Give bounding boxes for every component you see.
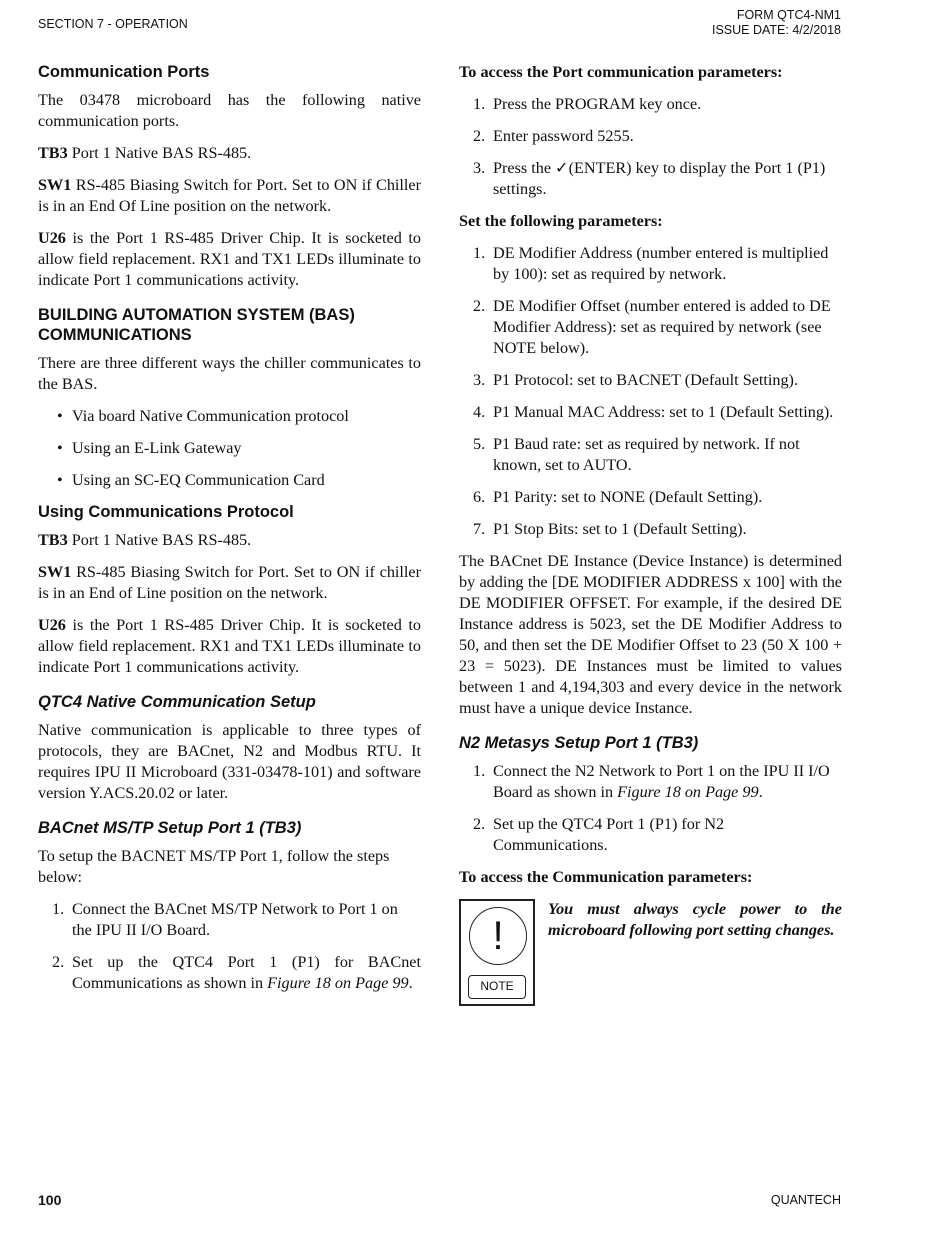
sw1-term: SW1 — [38, 176, 72, 194]
heading-native-setup: QTC4 Native Communication Setup — [38, 693, 316, 711]
note-text: You must always cycle power to the microboard following port setting changes. — [548, 900, 842, 939]
section-header: SECTION 7 - OPERATION — [38, 17, 188, 31]
param-item-7: 7. P1 Stop Bits: set to 1 (Default Setting). — [473, 520, 747, 538]
access-step-1: 1. Press the PROGRAM key once. — [473, 95, 702, 113]
heading-set-parameters: Set the following parameters: — [459, 212, 663, 230]
bacnet-intro: To setup the BACNET MS/TP Port 1, follow the steps below: — [38, 847, 390, 886]
heading-n2-setup: N2 Metasys Setup Port 1 (TB3) — [459, 734, 699, 752]
param-item-6: 6. P1 Parity: set to NONE (Default Setting). — [473, 488, 763, 506]
heading-bacnet-setup: BACnet MS/TP Setup Port 1 (TB3) — [38, 819, 302, 837]
protocol-sw1-paragraph: SW1 RS-485 Biasing Switch for Port. Set to ON if chiller is in an End of Line position on the network. — [38, 563, 421, 602]
tb3-paragraph — [38, 143, 421, 164]
bas-bullet-list — [38, 406, 421, 491]
figure-reference[interactable]: Figure 18 on Page 99 — [267, 974, 409, 992]
native-text: Native communication is applicable to three types of protocols, they are BACnet, N2 and Modbus RTU. It requires IPU II Microboard (331-03478-101) and software version Y.ACS.20.02 or later. — [38, 721, 421, 802]
heading-access-port: To access the Port communication parameters: — [459, 63, 783, 81]
brand-name: QUANTECH — [770, 1193, 841, 1207]
bacnet-step-1: 1. Connect the BACnet MS/TP Network to Port 1 on the IPU II I/O Board. — [52, 900, 398, 939]
access-step-2: 2. Enter password 5255. — [473, 127, 634, 145]
u26-term: U26 — [38, 229, 66, 247]
param-item-2: 2. DE Modifier Offset (number entered is added to DE Modifier Address): set as required by network (see NOTE below). — [473, 297, 831, 357]
instance-explanation: The BACnet DE Instance (Device Instance) is determined by adding the [DE MODIFIER ADDRESS x 100] with the DE MODIFIER OFFSET. For example, if the desired DE Instance address is 5023, set the DE Modifier Address to 50, and then set the DE Modifier Offset to 23 (50 X 100 + 23 = 5023). DE Instances must be limited to values between 1 and 4,194,303 and every device in the network must have a unique device Instance. — [459, 552, 842, 717]
bacnet-steps — [38, 899, 421, 994]
heading-communication-ports: Communication Ports — [38, 63, 210, 81]
issue-date: ISSUE DATE: 4/2/2018 — [712, 23, 841, 37]
n2-step-1: 1. Connect the N2 Network to Port 1 on the IPU II I/O Board as shown in Figure 18 on Page 99. — [473, 762, 830, 801]
form-info — [712, 8, 841, 38]
note-callout — [459, 899, 842, 1006]
sw1-paragraph — [38, 175, 421, 217]
param-item-4: 4. P1 Manual MAC Address: set to 1 (Default Setting). — [473, 403, 834, 421]
n2-steps — [459, 761, 842, 856]
note-box — [459, 899, 535, 1006]
param-item-3: 3. P1 Protocol: set to BACNET (Default Setting). — [473, 371, 798, 389]
param-item-5: 5. P1 Baud rate: set as required by network. If not known, set to AUTO. — [473, 435, 800, 474]
left-column — [38, 62, 421, 1005]
form-number: FORM QTC4-NM1 — [736, 8, 841, 22]
bas-bullet-3: • Using an SC-EQ Communication Card — [57, 471, 325, 489]
exclamation-icon: ! — [469, 907, 527, 965]
parameter-list — [459, 243, 842, 540]
bas-intro: There are three different ways the chiller communicates to the BAS. — [38, 354, 421, 393]
access-port-steps — [459, 94, 842, 200]
access-step-3: 3. Press the ✓(ENTER) key to display the Port 1 (P1) settings. — [473, 159, 826, 198]
sw1-text: RS-485 Biasing Switch for Port. Set to ON if Chiller is in an End Of Line position on the network. — [38, 176, 421, 215]
bas-bullet-1: • Via board Native Communication protocol — [57, 407, 349, 425]
page-number: 100 — [38, 1192, 62, 1208]
figure-reference[interactable]: Figure 18 on Page 99 — [617, 783, 759, 801]
heading-access-comm: To access the Communication parameters: — [459, 868, 753, 886]
tb3-text: Port 1 Native BAS RS-485. — [67, 144, 252, 162]
param-item-1: 1. DE Modifier Address (number entered is multiplied by 100): set as required by network. — [473, 244, 829, 283]
right-column — [459, 62, 842, 1006]
bas-bullet-2: • Using an E-Link Gateway — [57, 439, 242, 457]
bacnet-step-2: 2. Set up the QTC4 Port 1 (P1) for BACnet Communications as shown in Figure 18 on Page 99. — [52, 953, 421, 992]
tb3-term: TB3 — [38, 144, 68, 162]
note-label: NOTE — [468, 975, 526, 999]
protocol-u26-paragraph: U26 is the Port 1 RS-485 Driver Chip. It is socketed to allow field replacement. RX1 and TX1 LEDs illuminate to indicate Port 1 communications activity. — [38, 616, 421, 676]
u26-text: is the Port 1 RS-485 Driver Chip. It is socketed to allow field replacement. RX1 and TX1 LEDs illuminate to indicate Port 1 communications activity. — [38, 229, 421, 289]
u26-paragraph — [38, 228, 421, 291]
heading-bas: BUILDING AUTOMATION SYSTEM (BAS) COMMUNICATIONS — [38, 306, 355, 344]
n2-step-2: 2. Set up the QTC4 Port 1 (P1) for N2 Communications. — [473, 815, 725, 854]
protocol-tb3-paragraph: TB3 Port 1 Native BAS RS-485. — [38, 531, 252, 549]
comm-ports-intro: The 03478 microboard has the following native communication ports. — [38, 91, 421, 130]
heading-using-protocol: Using Communications Protocol — [38, 503, 294, 521]
